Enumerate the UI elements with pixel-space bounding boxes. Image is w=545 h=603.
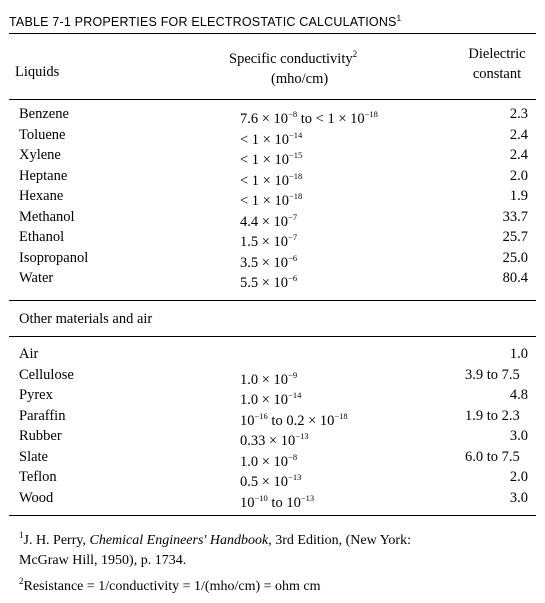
- material-name: Ethanol: [19, 229, 65, 245]
- dielectric-value: 2.4: [509, 126, 528, 143]
- column-headers: [9, 42, 536, 96]
- conductivity-mantissa: 0.33 × 10: [240, 433, 296, 449]
- conductivity-exponent: −10: [254, 492, 268, 503]
- conductivity-exponent: −6: [288, 252, 298, 263]
- footnote-1-author: J. H. Perry,: [23, 533, 90, 548]
- table-row: [9, 227, 536, 248]
- conductivity-exponent: −8: [288, 109, 298, 119]
- material-name: Isopropanol: [19, 249, 89, 266]
- footnote-2: [19, 571, 536, 597]
- conductivity-mantissa: 4.4 × 10: [240, 213, 289, 230]
- section-other-label: Other materials and air: [19, 311, 153, 327]
- conductivity-mantissa: < 1 × 10: [240, 131, 289, 148]
- material-name: Rubber: [19, 428, 62, 444]
- conductivity-mantissa: 0.5 × 10: [240, 474, 289, 490]
- dielectric-value: 80.4: [502, 270, 528, 286]
- conductivity-mantissa: 5.5 × 10: [240, 275, 289, 291]
- table-row: [9, 467, 536, 488]
- dielectric-value: 1.9 to 2.3: [465, 407, 520, 424]
- header-conductivity-line1: Specific conductivity: [229, 51, 353, 67]
- table-row: [9, 207, 536, 228]
- header-conductivity-ref: 2: [352, 49, 358, 59]
- conductivity-exponent: −7: [288, 211, 298, 222]
- table-row: [9, 406, 536, 427]
- material-name: Cellulose: [19, 366, 74, 383]
- table-row: [9, 447, 536, 468]
- dielectric-value: 1.0: [509, 346, 528, 362]
- conductivity-range-exponent: −18: [364, 109, 378, 119]
- dielectric-value: 2.0: [509, 167, 528, 184]
- dielectric-value: 25.7: [502, 229, 528, 245]
- footnote-1-book: Chemical Engineers' Handbook: [89, 533, 269, 548]
- conductivity-value: [240, 268, 297, 294]
- conductivity-range-exponent: −18: [334, 410, 348, 421]
- conductivity-exponent: −16: [254, 410, 268, 421]
- top-rule: [9, 33, 536, 34]
- conductivity-mantissa: 1.0 × 10: [240, 453, 289, 470]
- material-name: Xylene: [19, 147, 61, 163]
- conductivity-mantissa: < 1 × 10: [240, 172, 289, 189]
- conductivity-mantissa: 10: [240, 494, 255, 511]
- conductivity-range: to 0.2 × 10: [267, 412, 335, 429]
- dielectric-value: 6.0 to 7.5: [465, 448, 520, 465]
- table-row: [9, 186, 536, 207]
- table-title: [9, 8, 536, 30]
- conductivity-exponent: −15: [288, 150, 303, 160]
- dielectric-value: 1.9: [509, 188, 528, 204]
- footnote-1-ref: 1: [19, 530, 24, 540]
- material-name: Hexane: [19, 188, 64, 204]
- header-rule: [9, 99, 536, 100]
- conductivity-range: to 10: [267, 494, 301, 511]
- table-row: [9, 344, 536, 365]
- conductivity-mantissa: 1.0 × 10: [240, 371, 289, 388]
- conductivity-mantissa: 10: [240, 412, 255, 429]
- material-name: Slate: [19, 448, 48, 465]
- conductivity-mantissa: 7.6 × 10: [240, 111, 289, 127]
- table-row: [9, 268, 536, 289]
- footnote-1-publisher: McGraw Hill, 1950), p. 1734.: [19, 553, 187, 568]
- material-name: Toluene: [19, 126, 66, 143]
- table-row: [9, 365, 536, 386]
- conductivity-range-exponent: −13: [300, 492, 315, 503]
- header-conductivity: [229, 44, 465, 89]
- dielectric-value: 33.7: [502, 208, 528, 225]
- dielectric-value: 2.4: [509, 147, 528, 163]
- table-row: [9, 125, 536, 146]
- conductivity-exponent: −9: [288, 369, 298, 380]
- dielectric-value: 2.3: [509, 106, 528, 122]
- material-name: Air: [19, 346, 39, 362]
- table-row: [9, 426, 536, 447]
- table-row: [9, 166, 536, 187]
- conductivity-exponent: −18: [288, 170, 303, 181]
- material-name: Water: [19, 270, 54, 286]
- header-dielectric-line1: Dielectric: [468, 46, 526, 62]
- conductivity-mantissa: < 1 × 10: [240, 152, 289, 168]
- conductivity-mantissa: < 1 × 10: [240, 193, 289, 209]
- conductivity-range: to < 1 × 10: [297, 111, 365, 127]
- conductivity-exponent: −13: [295, 431, 309, 441]
- conductivity-mantissa: 1.5 × 10: [240, 234, 289, 250]
- header-conductivity-line2: (mho/cm): [271, 71, 329, 87]
- table-row: [9, 145, 536, 166]
- conductivity-exponent: −7: [288, 232, 298, 242]
- dielectric-value: 3.9 to 7.5: [465, 366, 520, 383]
- conductivity-exponent: −14: [288, 129, 303, 140]
- conductivity-exponent: −13: [288, 472, 302, 482]
- footnote-1: [19, 525, 536, 551]
- material-name: Paraffin: [19, 407, 66, 424]
- footnote-2-ref: 2: [19, 576, 24, 586]
- table-title-text: TABLE 7-1 PROPERTIES FOR ELECTROSTATIC CALCULATIONS: [9, 15, 397, 29]
- other-materials-rows: [9, 344, 536, 511]
- material-name: Methanol: [19, 208, 75, 225]
- conductivity-exponent: −8: [288, 451, 298, 462]
- header-liquids: Liquids: [15, 64, 60, 80]
- material-name: Wood: [19, 489, 54, 506]
- conductivity-value: [240, 488, 314, 514]
- dielectric-value: 3.0: [509, 489, 528, 506]
- liquids-rows: [9, 104, 536, 289]
- title-footnote-ref: 1: [396, 14, 402, 23]
- table-row: [9, 385, 536, 406]
- dielectric-value: 2.0: [509, 469, 528, 485]
- footnote-1-edition: , 3rd Edition, (New York:: [268, 533, 411, 548]
- material-name: Heptane: [19, 167, 68, 184]
- table-row: [9, 248, 536, 269]
- section-rule-bottom: [9, 336, 536, 337]
- conductivity-exponent: −14: [288, 390, 302, 400]
- footnote-2-text: Resistance = 1/conductivity = 1/(mho/cm) = ohm cm: [23, 579, 321, 594]
- conductivity-exponent: −6: [288, 273, 298, 283]
- dielectric-value: 25.0: [502, 249, 528, 266]
- section-rule-top: [9, 300, 536, 301]
- footnotes: [19, 525, 536, 597]
- table-row: [9, 488, 536, 509]
- material-name: Teflon: [19, 469, 57, 485]
- header-dielectric-line2: constant: [472, 66, 522, 82]
- bottom-rule: [9, 515, 536, 516]
- material-name: Benzene: [19, 106, 69, 122]
- dielectric-value: 3.0: [509, 428, 528, 444]
- header-dielectric: [457, 44, 537, 84]
- material-name: Pyrex: [19, 387, 53, 403]
- table-row: [9, 104, 536, 125]
- conductivity-mantissa: 3.5 × 10: [240, 254, 289, 271]
- conductivity-mantissa: 1.0 × 10: [240, 392, 289, 408]
- conductivity-exponent: −18: [288, 191, 303, 201]
- dielectric-value: 4.8: [509, 387, 528, 403]
